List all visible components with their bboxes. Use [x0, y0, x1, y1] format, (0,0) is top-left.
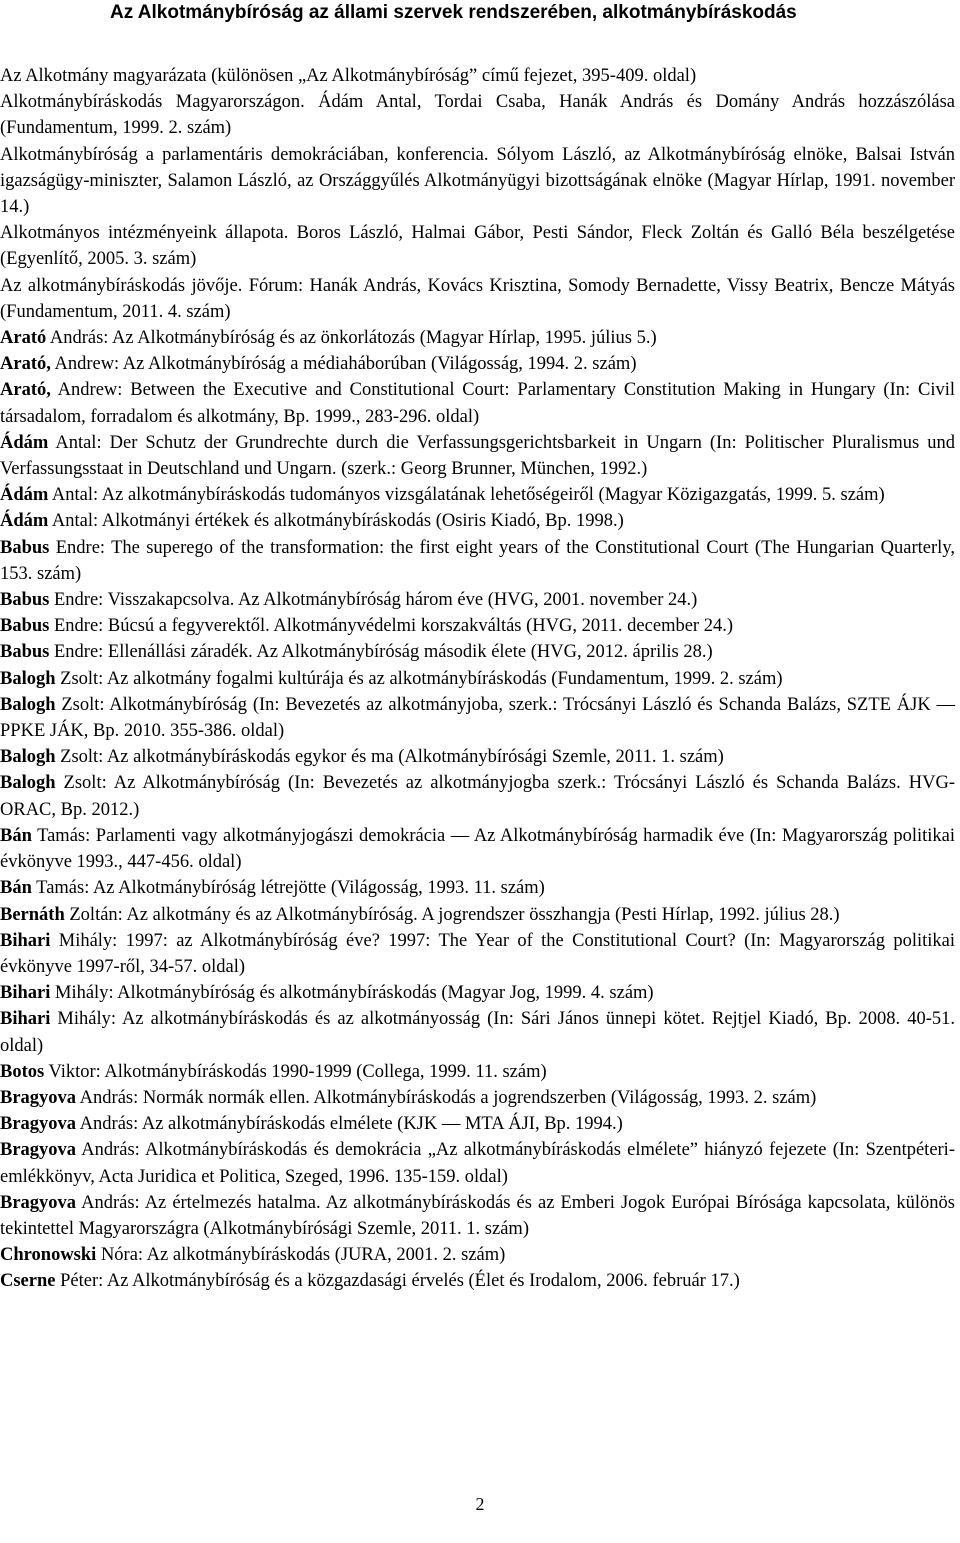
entry-author: Arató — [0, 328, 47, 349]
bibliography-entry — [0, 639, 955, 665]
bibliography-entry — [0, 220, 955, 272]
bibliography-entry — [0, 875, 955, 901]
page-title: Az Alkotmánybíróság az állami szervek rendszerében, alkotmánybíráskodás — [110, 2, 797, 23]
entry-text: Tamás: Parlamenti vagy alkotmányjogászi demokrácia — Az Alkotmánybíróság harmadik éve (In: Magyarország politikai évkönyve 1993., 447-456. oldal) — [0, 825, 955, 873]
entry-author: Botos — [0, 1061, 45, 1082]
entry-text: Zoltán: Az alkotmány és az Alkotmánybíróság. A jogrendszer összhangja (Pesti Hírlap, 1992. július 28.) — [64, 904, 840, 925]
bibliography-entry — [0, 1137, 955, 1189]
bibliography-entry — [0, 1006, 955, 1058]
entry-author: Bragyova — [0, 1192, 77, 1213]
entry-text: Endre: The superego of the transformation: the first eight years of the Constitutional Court (The Hungarian Quarterly, 153. szám) — [0, 537, 955, 584]
bibliography-entry — [0, 823, 955, 875]
entry-author: Babus — [0, 590, 50, 611]
entry-text: Endre: Búcsú a fegyverektől. Alkotmányvédelmi korszakváltás (HVG, 2011. december 24.) — [49, 616, 733, 637]
entry-text: András: Az értelmezés hatalma. Az alkotmánybíráskodás és az Emberi Jogok Európai Bírósága kapcsolata, különös tekintettel Magyarországra (Alkotmánybírósági Szemle, 2011. 1. szám) — [0, 1192, 955, 1239]
entry-author: Bragyova — [0, 1114, 77, 1135]
bibliography-entry — [0, 351, 955, 377]
bibliography-entry — [0, 980, 955, 1006]
entry-text: Endre: Visszakapcsolva. Az Alkotmánybíróság három éve (HVG, 2001. november 24.) — [49, 590, 698, 611]
entry-author: Balogh — [0, 747, 56, 768]
bibliography-entry — [0, 535, 955, 587]
entry-text: András: Alkotmánybíráskodás és demokrácia „Az alkotmánybíráskodás elmélete” hiányzó fejezete (In: Szentpéteri-emlékkönyv, Acta Juridica et Politica, Szeged, 1996. 135-159. oldal) — [0, 1140, 955, 1187]
entry-text: Alkotmánybíráskodás Magyarországon. Ádám Antal, Tordai Csaba, Hanák András és Domány András hozzászólása (Fundamentum, 1999. 2. szám) — [0, 92, 955, 139]
entry-text: Az alkotmánybíráskodás jövője. Fórum: Hanák András, Kovács Krisztina, Somody Bernadette, Vissy Beatrix, Bencze Mátyás (Fundamentum, 2011. 4. szám) — [0, 275, 955, 322]
bibliography-entry — [0, 666, 955, 692]
entry-text: Endre: Ellenállási záradék. Az Alkotmánybíróság második élete (HVG, 2012. április 28.) — [49, 642, 713, 663]
bibliography-entry — [0, 1242, 955, 1268]
entry-author: Babus — [0, 616, 50, 637]
entry-text: Viktor: Alkotmánybíráskodás 1990-1999 (Collega, 1999. 11. szám) — [44, 1061, 547, 1082]
bibliography-entry — [0, 63, 955, 89]
entry-author: Bragyova — [0, 1140, 77, 1161]
page-number: 2 — [475, 1494, 485, 1514]
entry-author: Ádám — [0, 432, 49, 453]
entry-author: Balogh — [0, 668, 56, 689]
entry-author: Bihari — [0, 983, 51, 1004]
bibliography-entry — [0, 744, 955, 770]
entry-text: Zsolt: Az alkotmánybíráskodás egykor és ma (Alkotmánybírósági Szemle, 2011. 1. szám) — [55, 747, 724, 768]
entry-author: Babus — [0, 537, 50, 558]
bibliography-entry — [0, 430, 955, 482]
entry-text: Mihály: Az alkotmánybíráskodás és az alkotmányosság (In: Sári János ünnepi kötet. Rejtjel Kiadó, Bp. 2008. 40-51. oldal) — [0, 1009, 955, 1056]
entry-author: Babus — [0, 642, 50, 663]
bibliography-entry — [0, 770, 955, 822]
bibliography-entry — [0, 1085, 955, 1111]
entry-text: Mihály: Alkotmánybíróság és alkotmánybíráskodás (Magyar Jog, 1999. 4. szám) — [50, 983, 654, 1004]
bibliography-entry — [0, 692, 955, 744]
bibliography-entry — [0, 1111, 955, 1137]
entry-text: Tamás: Az Alkotmánybíróság létrejötte (Világosság, 1993. 11. szám) — [31, 878, 545, 899]
bibliography-entry — [0, 928, 955, 980]
entry-text: András: Az Alkotmánybíróság és az önkorlátozás (Magyar Hírlap, 1995. július 5.) — [46, 328, 657, 349]
bibliography-entry — [0, 1059, 955, 1085]
entry-author: Balogh — [0, 773, 56, 794]
bibliography-entry — [0, 613, 955, 639]
bibliography-entry — [0, 89, 955, 141]
entry-text: András: Normák normák ellen. Alkotmánybíráskodás a jogrendszerben (Világosság, 1993. 2. szám) — [76, 1087, 817, 1108]
entry-author: Bán — [0, 878, 32, 899]
entry-text: Péter: Az Alkotmánybíróság és a közgazdasági érvelés (Élet és Irodalom, 2006. február 17.) — [55, 1271, 740, 1292]
entry-text: Zsolt: Az Alkotmánybíróság (In: Bevezetés az alkotmányjogba szerk.: Trócsányi László és Schanda Balázs. HVG-ORAC, Bp. 2012.) — [0, 773, 955, 820]
entry-text: Alkotmánybíróság a parlamentáris demokráciában, konferencia. Sólyom László, az Alkotmánybíróság elnöke, Balsai István igazságügy-miniszter, Salamon László, az Országgyűlés Alkotmányügyi bizottságának elnöke (Magyar Hírlap, 1991. november 14.) — [0, 144, 955, 218]
entry-text: Antal: Alkotmányi értékek és alkotmánybíráskodás (Osiris Kiadó, Bp. 1998.) — [48, 511, 624, 532]
entry-text: Antal: Az alkotmánybíráskodás tudományos vizsgálatának lehetőségeiről (Magyar Közigazgatás, 1999. 5. szám) — [48, 485, 885, 506]
entry-text: Az Alkotmány magyarázata (különösen „Az Alkotmánybíróság” című fejezet, 395-409. oldal) — [0, 66, 697, 86]
entry-text: Andrew: Between the Executive and Constitutional Court: Parlamentary Constitution Making in Hungary (In: Civil társadalom, forradalom és alkotmány, Bp. 1999., 283-296. oldal) — [0, 380, 955, 427]
bibliography-entry — [0, 1268, 955, 1294]
bibliography-entry — [0, 508, 955, 534]
bibliography-entry — [0, 273, 955, 325]
entry-author: Arató, — [0, 380, 51, 401]
bibliography-entry — [0, 142, 955, 221]
entry-author: Ádám — [0, 485, 49, 506]
bibliography-entry — [0, 1190, 955, 1242]
entry-author: Chronowski — [0, 1245, 97, 1266]
entry-author: Bihari — [0, 1009, 51, 1030]
entry-text: Zsolt: Alkotmánybíróság (In: Bevezetés az alkotmányjoba, szerk.: Trócsányi László és Schanda Balázs, SZTE ÁJK — PPKE JÁK, Bp. 2010. 355-386. oldal) — [0, 694, 955, 742]
entry-text: Zsolt: Az alkotmány fogalmi kultúrája és az alkotmánybíráskodás (Fundamentum, 1999. 2. szám) — [55, 668, 783, 689]
entry-author: Arató, — [0, 354, 51, 375]
bibliography-entry — [0, 482, 955, 508]
entry-author: Balogh — [0, 694, 56, 715]
entry-author: Bernáth — [0, 904, 65, 925]
entry-text: András: Az alkotmánybíráskodás elmélete (KJK — MTA ÁJI, Bp. 1994.) — [76, 1114, 623, 1135]
entry-text: Mihály: 1997: az Alkotmánybíróság éve? 1997: The Year of the Constitutional Court? (In: Magyarország politikai évkönyve 1997-ről, 34-57. oldal) — [0, 930, 955, 977]
entry-author: Cserne — [0, 1271, 56, 1292]
bibliography-list — [0, 63, 955, 1295]
entry-author: Bihari — [0, 930, 51, 951]
entry-text: Alkotmányos intézményeink állapota. Boros László, Halmai Gábor, Pesti Sándor, Fleck Zoltán és Galló Béla beszélgetése (Egyenlítő, 2005. 3. szám) — [0, 223, 955, 270]
entry-author: Ádám — [0, 511, 49, 532]
entry-author: Bán — [0, 825, 32, 846]
bibliography-entry — [0, 902, 955, 928]
entry-text: Nóra: Az alkotmánybíráskodás (JURA, 2001. 2. szám) — [96, 1245, 506, 1266]
bibliography-entry — [0, 325, 955, 351]
bibliography-entry — [0, 377, 955, 429]
entry-text: Antal: Der Schutz der Grundrechte durch die Verfassungsgerichtsbarkeit in Ungarn (In: Politischer Pluralismus und Verfassungsstaat in Deutschland und Ungarn. (szerk.: Georg Brunner, München, 1992.) — [0, 432, 955, 480]
bibliography-entry — [0, 587, 955, 613]
entry-text: Andrew: Az Alkotmánybíróság a médiaháborúban (Világosság, 1994. 2. szám) — [50, 354, 637, 375]
entry-author: Bragyova — [0, 1087, 77, 1108]
